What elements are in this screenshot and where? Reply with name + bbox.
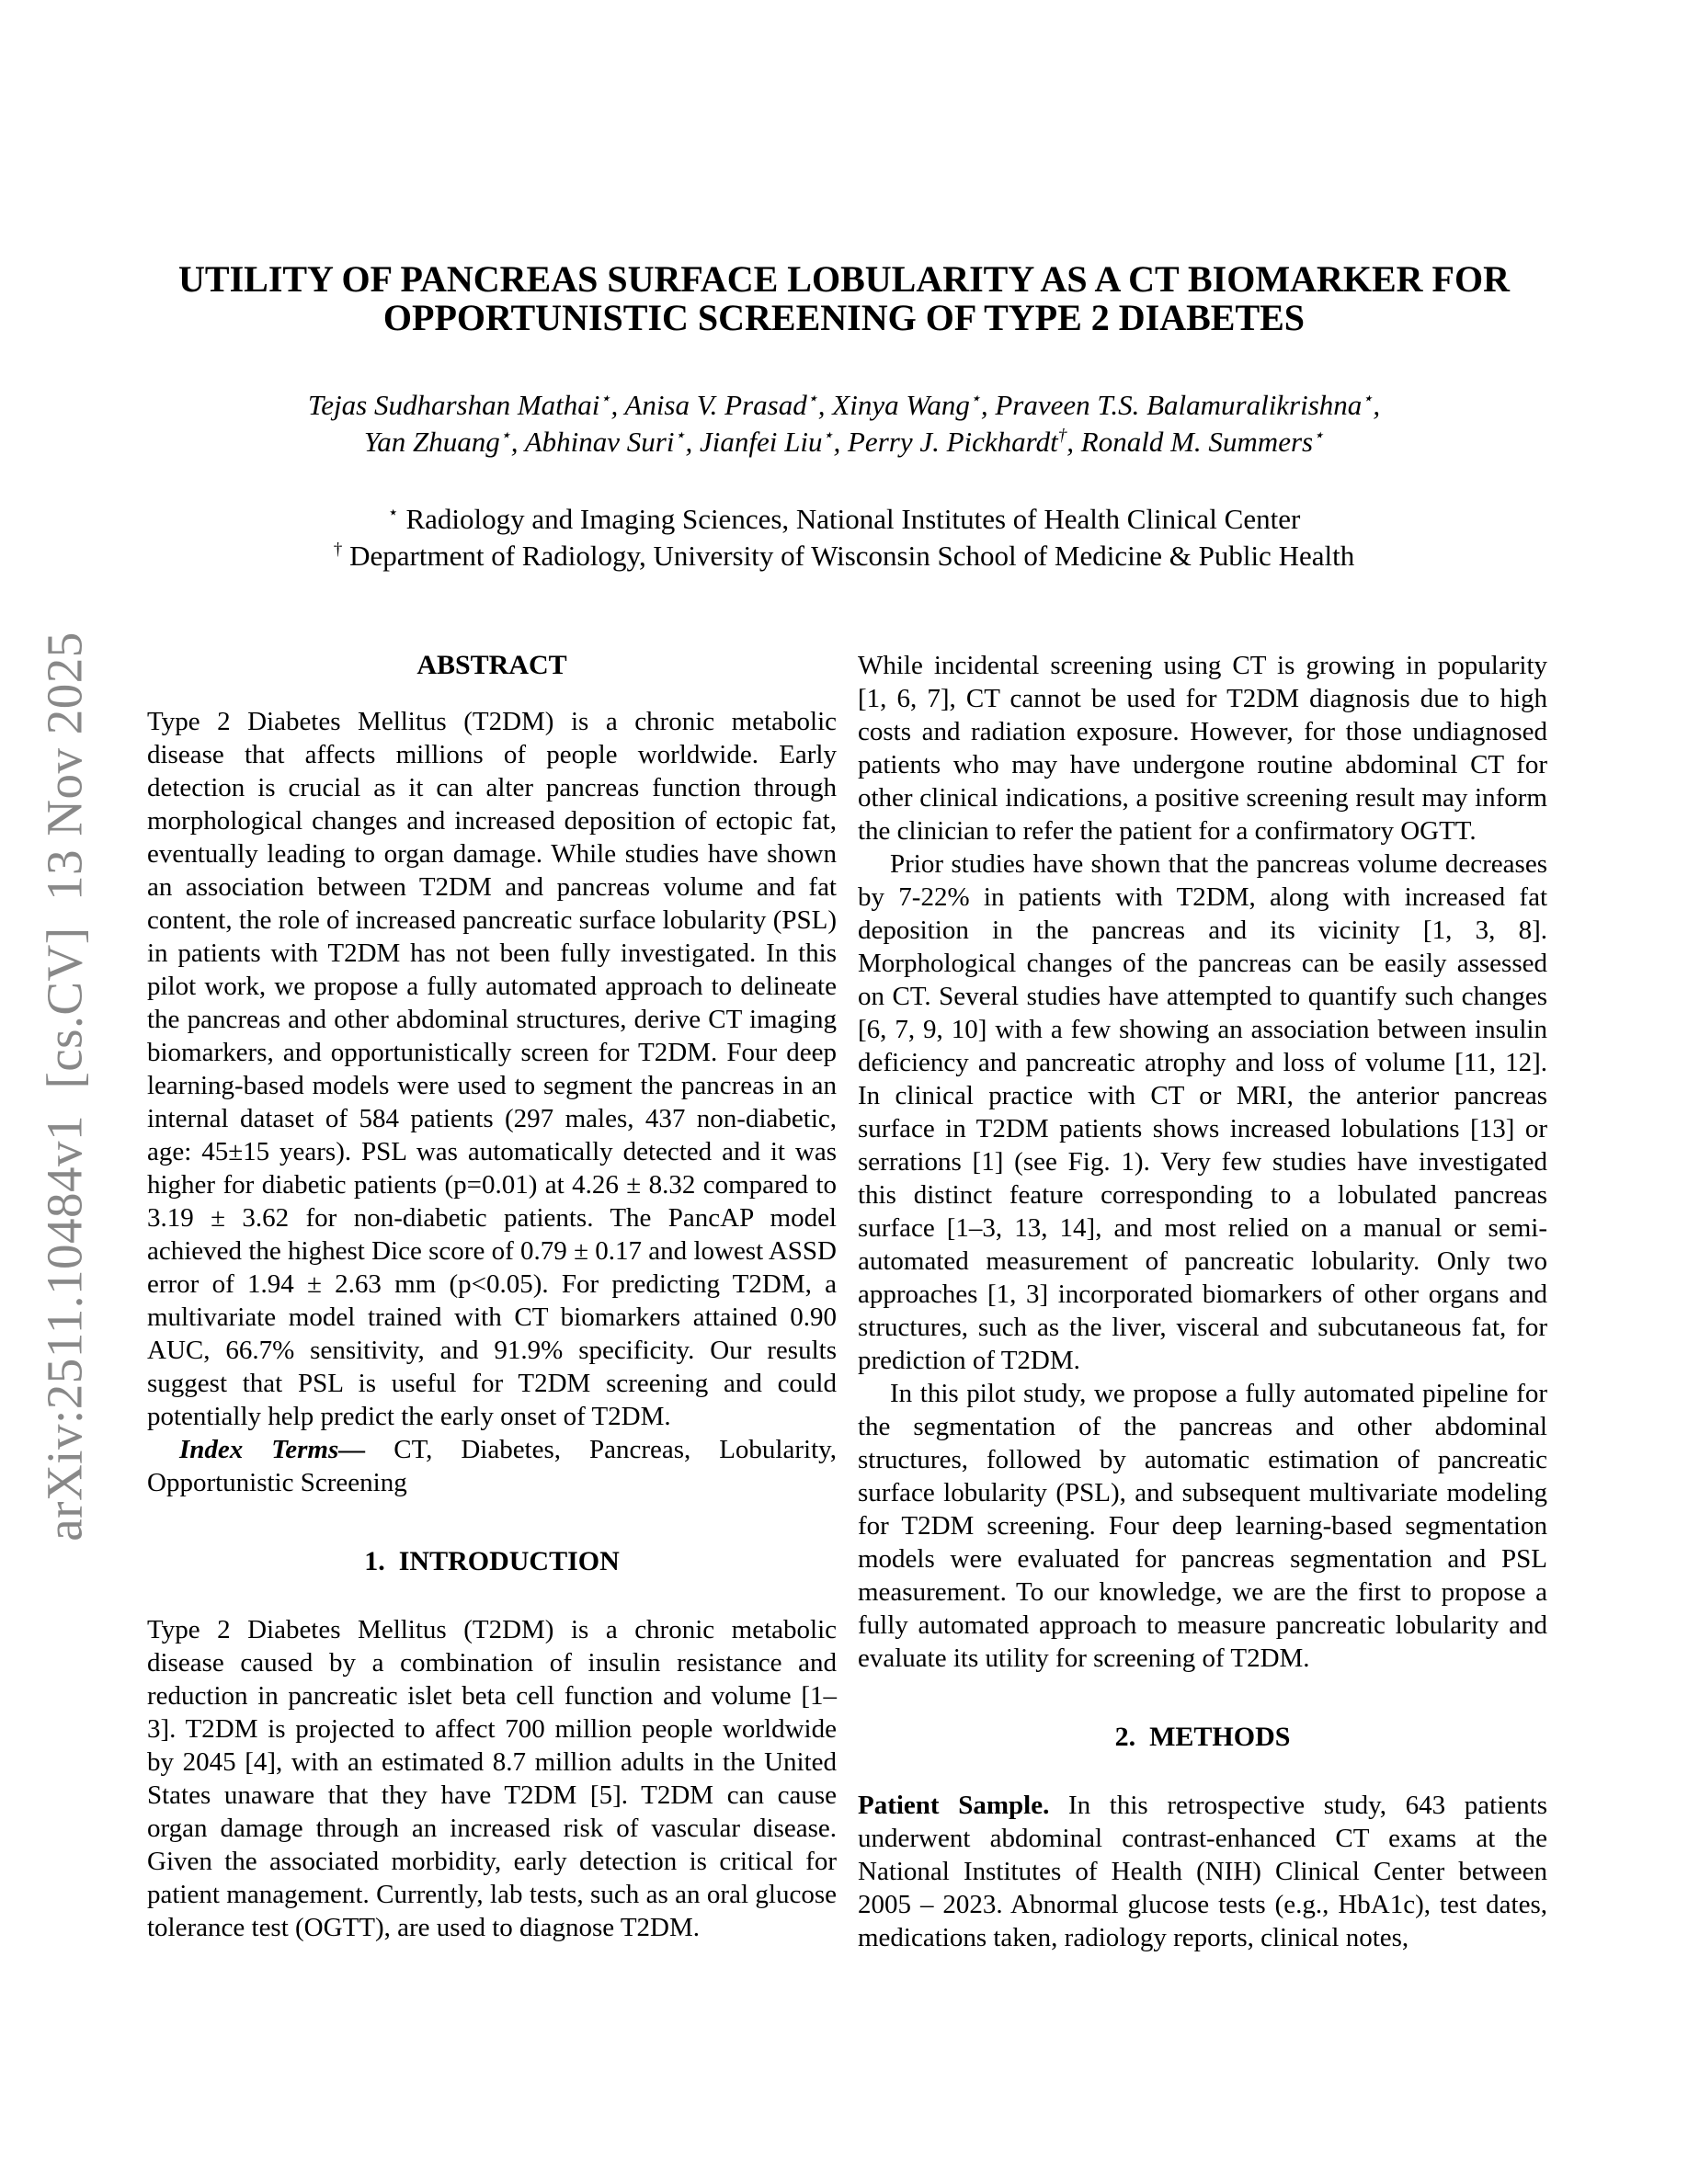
arxiv-watermark: arXiv:2511.10484v1 [cs.CV] 13 Nov 2025 <box>36 631 93 1541</box>
affiliation-line-1: ⋆ Radiology and Imaging Sciences, National Institutes of Health Clinical Center <box>387 503 1301 535</box>
right-column-paragraph-2: Prior studies have shown that the pancreas volume decreases by 7-22% in patients with T2DM, along with increased fat deposition in the pancreas and its vicinity [1, 3, 8]. Morphological changes of the pancreas can be easily assessed on CT. Several studies have attempted to quantify such changes [6, 7, 9, 10] with a few showing an association between insulin deficiency and pancreatic atrophy and loss of volume [11, 12]. In clinical practice with CT or MRI, the anterior pancreas surface in T2DM patients shows increased lobulations [13] or serrations [1] (see Fig. 1). Very few studies have investigated this distinct feature corresponding to a lobulated pancreas surface [1–3, 13, 14], and most relied on a manual or semi-automated measurement of pancreatic lobularity. Only two approaches [1, 3] incorporated biomarkers of other organs and structures, such as the liver, visceral and subcutaneous fat, for prediction of T2DM. <box>858 849 1547 1375</box>
introduction-paragraph: Type 2 Diabetes Mellitus (T2DM) is a chronic metabolic disease caused by a combination of insulin resistance and reduction in pancreatic islet beta cell function and volume [1–3]. T2DM is projected to affect 700 million people worldwide by 2045 [4], with an estimated 8.7 million adults in the United States unaware that they have T2DM [5]. T2DM can cause organ damage through an increased risk of vascular disease. Given the associated morbidity, early detection is critical for patient management. Currently, lab tests, such as an oral glucose tolerance test (OGTT), are used to diagnose T2DM. <box>147 1615 837 1942</box>
methods-heading: 2. METHODS <box>1114 1722 1291 1752</box>
abstract-paragraph: Type 2 Diabetes Mellitus (T2DM) is a chronic metabolic disease that affects millions of people worldwide. Early detection is crucial as it can alter pancreas function through morphological changes and increased deposition of ectopic fat, eventually leading to organ damage. While studies have shown an association between T2DM and pancreas volume and fat content, the role of increased pancreatic surface lobularity (PSL) in patients with T2DM has not been fully investigated. In this pilot work, we propose a fully automated approach to delineate the pancreas and other abdominal structures, derive CT imaging biomarkers, and opportunistically screen for T2DM. Four deep learning-based models were used to segment the pancreas in an internal dataset of 584 patients (297 males, 437 non-diabetic, age: 45±15 years). PSL was automatically detected and it was higher for diabetic patients (p=0.01) at 4.26 ± 8.32 compared to 3.19 ± 3.62 for non-diabetic patients. The PancAP model achieved the highest Dice score of 0.79 ± 0.17 and lowest ASSD error of 1.94 ± 2.63 mm (p<0.05). For predicting T2DM, a multivariate model trained with CT biomarkers attained 0.90 AUC, 66.7% sensitivity, and 91.9% specificity. Our results suggest that PSL is useful for T2DM screening and could potentially help predict the early onset of T2DM. <box>147 707 837 1431</box>
left-column <box>147 649 837 1944</box>
patient-sample-paragraph <box>858 1789 1547 1954</box>
paper-title-line-2: OPPORTUNISTIC SCREENING OF TYPE 2 DIABETES <box>382 297 1306 338</box>
index-terms-text: CT, Diabetes, Pancreas, Lobularity, Opportunistic Screening <box>147 1435 837 1497</box>
author-line-1: Tejas Sudharshan Mathai⋆, Anisa V. Prasad⋆, Xinya Wang⋆, Praveen T.S. Balamuralikrishna⋆, <box>307 389 1381 421</box>
paper-title-line-1: UTILITY OF PANCREAS SURFACE LOBULARITY AS A CT BIOMARKER FOR <box>178 258 1510 300</box>
right-column-paragraph-1: While incidental screening using CT is growing in popularity [1, 6, 7], CT cannot be used for T2DM diagnosis due to high costs and radiation exposure. However, for those undiagnosed patients who may have undergone routine abdominal CT for other clinical indications, a positive screening result may inform the clinician to refer the patient for a confirmatory OGTT. <box>858 651 1547 846</box>
right-column <box>858 649 1547 1954</box>
author-list <box>0 387 1688 461</box>
introduction-heading: 1. INTRODUCTION <box>364 1546 620 1576</box>
patient-sample-label: Patient Sample. <box>858 1791 1050 1820</box>
author-line-2: Yan Zhuang⋆, Abhinav Suri⋆, Jianfei Liu⋆, Perry J. Pickhardt†, Ronald M. Summers⋆ <box>363 426 1325 458</box>
abstract-heading: ABSTRACT <box>416 650 567 680</box>
right-column-paragraph-3: In this pilot study, we propose a fully automated pipeline for the segmentation of the pancreas and other abdominal structures, followed by automatic estimation of pancreatic surface lobularity (PSL), and subsequent multivariate modeling for T2DM screening. Four deep learning-based segmentation models were evaluated for pancreas segmentation and PSL measurement. To our knowledge, we are the first to propose a fully automated approach to measure pancreatic lobularity and evaluate its utility for screening of T2DM. <box>858 1379 1547 1673</box>
paper-title <box>0 260 1688 337</box>
affiliations <box>0 501 1688 574</box>
affiliation-line-2: † Department of Radiology, University of Wisconsin School of Medicine & Public Health <box>333 540 1355 572</box>
index-terms <box>147 1433 837 1499</box>
index-terms-label: Index Terms— <box>179 1435 366 1464</box>
patient-sample-text: In this retrospective study, 643 patients underwent abdominal contrast-enhanced CT exams at the National Institutes of Health (NIH) Clinical Center between 2005 – 2023. Abnormal glucose tests (e.g., HbA1c), test dates, medications taken, radiology reports, clinical notes, <box>858 1791 1547 1952</box>
